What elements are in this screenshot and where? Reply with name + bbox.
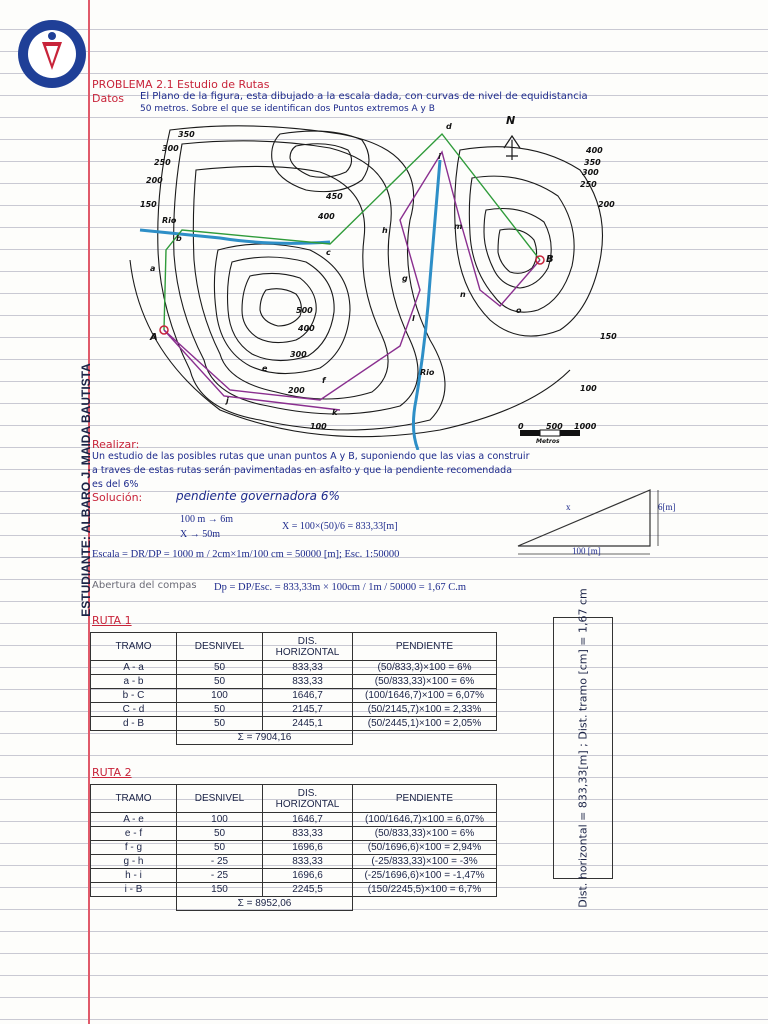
contour-300-right: 300 (582, 168, 599, 177)
cell: 2145,7 (263, 703, 353, 717)
cell: 833,33 (263, 661, 353, 675)
ruta1-header-pendiente: PENDIENTE (353, 633, 497, 661)
contour-400-mid: 400 (298, 324, 315, 333)
datos-label: Datos (92, 92, 124, 105)
river-label-2: Rio (420, 368, 435, 377)
rule-line-2: X → 50m (180, 529, 220, 540)
cell: g - h (91, 855, 177, 869)
point-m: m (454, 222, 463, 231)
datos-text-2: 50 metros. Sobre el que se identifican dos Puntos extremos A y B (140, 104, 435, 114)
cell: 833,33 (263, 855, 353, 869)
contour-500: 500 (296, 306, 313, 315)
point-B: B (546, 254, 554, 265)
cell: - 25 (177, 869, 263, 883)
table-row (91, 841, 497, 855)
ruta1-sum: Σ = 7904,16 (177, 731, 353, 745)
point-l: l (412, 314, 415, 323)
cell: 2445,1 (263, 717, 353, 731)
cell: b - C (91, 689, 177, 703)
cell: (-25/1696,6)×100 = -1,47% (353, 869, 497, 883)
point-c: c (326, 248, 331, 257)
cell: (150/2245,5)×100 = 6,7% (353, 883, 497, 897)
cell: d - B (91, 717, 177, 731)
rule-line-1: 100 m → 6m (180, 514, 234, 525)
contour-400-right: 400 (586, 146, 603, 155)
scale-1000: 1000 (574, 422, 597, 431)
river-label-1: Rio (162, 216, 177, 225)
ruta1-header-desnivel: DESNIVEL (177, 633, 263, 661)
escala-formula: Escala = DR/DP = 1000 m / 2cm×1m/100 cm = 50000 [m]; Esc. 1:50000 (92, 549, 400, 560)
point-o: o (516, 306, 522, 315)
contour-200-mid: 200 (288, 386, 305, 395)
cell: - 25 (177, 855, 263, 869)
abertura-label: Abertura del compas (92, 580, 197, 591)
datos-text: El Plano de la figura, esta dibujado a la escala dada, con curvas de nivel de equidistancia (140, 91, 588, 102)
cell: 2245,5 (263, 883, 353, 897)
realizar-label: Realizar: (92, 438, 140, 451)
table-row (91, 689, 497, 703)
cell: (50/2445,1)×100 = 2,05% (353, 717, 497, 731)
contour-400-top: 400 (318, 212, 335, 221)
cell: 100 (177, 689, 263, 703)
cell (353, 731, 497, 745)
scale-unit: Metros (536, 438, 560, 445)
table-row (91, 827, 497, 841)
cell: 1696,6 (263, 869, 353, 883)
contour-150-right: 150 (600, 332, 617, 341)
contour-450: 450 (326, 192, 343, 201)
cell: 50 (177, 675, 263, 689)
contour-150: 150 (140, 200, 157, 209)
cell (91, 897, 177, 911)
table-row (91, 855, 497, 869)
cell: 50 (177, 661, 263, 675)
ruta2-table (90, 784, 497, 911)
ruta2-header-row (91, 785, 497, 813)
cell: i - B (91, 883, 177, 897)
contour-drawing (100, 110, 620, 450)
solucion-label: Solución: (92, 491, 143, 504)
cell: (50/1696,6)×100 = 2,94% (353, 841, 497, 855)
point-e: e (262, 364, 268, 373)
contour-300: 300 (162, 144, 179, 153)
cell: 50 (177, 841, 263, 855)
north-label: N (506, 114, 516, 127)
cell: 1646,7 (263, 813, 353, 827)
table-row (91, 703, 497, 717)
cell: A - a (91, 661, 177, 675)
triangle-base: 100 [m] (572, 546, 601, 556)
contour-200-right: 200 (598, 200, 615, 209)
sum-row (91, 897, 497, 911)
cell: 100 (177, 813, 263, 827)
point-h: h (382, 226, 388, 235)
contour-300-mid: 300 (290, 350, 307, 359)
point-a: a (150, 264, 156, 273)
contour-350: 350 (178, 130, 195, 139)
table-row (91, 883, 497, 897)
cell: 833,33 (263, 827, 353, 841)
cell: C - d (91, 703, 177, 717)
ruta2-header-desnivel: DESNIVEL (177, 785, 263, 813)
cell: (50/833,33)×100 = 6% (353, 675, 497, 689)
side-note: Dist. horizontal = 833,33[m] ; Dist. tramo [cm] = 1,67 cm (576, 588, 590, 908)
contour-350-right: 350 (584, 158, 601, 167)
cell: e - f (91, 827, 177, 841)
scale-0: 0 (518, 422, 524, 431)
contour-250-right: 250 (580, 180, 597, 189)
cell (353, 897, 497, 911)
topographic-map (100, 110, 620, 450)
scale-500: 500 (546, 422, 563, 431)
university-seal (16, 18, 88, 90)
table-row (91, 717, 497, 731)
slope-triangle (512, 484, 692, 564)
ruta2-header-dis: DIS. HORIZONTAL (263, 785, 353, 813)
cell: (100/1646,7)×100 = 6,07% (353, 813, 497, 827)
cell: 50 (177, 717, 263, 731)
point-f: f (322, 376, 326, 385)
rule-result: X = 100×(50)/6 = 833,33[m] (282, 521, 398, 532)
cell: 833,33 (263, 675, 353, 689)
ruta2-header-pendiente: PENDIENTE (353, 785, 497, 813)
contour-250: 250 (154, 158, 171, 167)
cell (91, 731, 177, 745)
ruta2-title: RUTA 2 (92, 766, 132, 779)
realizar-line-3: es del 6% (92, 479, 139, 490)
cell: f - g (91, 841, 177, 855)
dp-formula: Dp = DP/Esc. = 833,33m × 100cm / 1m / 50000 = 1,67 C.m (214, 582, 467, 593)
cell: 150 (177, 883, 263, 897)
ruta1-header-dis: DIS. HORIZONTAL (263, 633, 353, 661)
cell: 50 (177, 827, 263, 841)
point-A: A (150, 332, 158, 343)
cell: 1696,6 (263, 841, 353, 855)
contour-100-right: 100 (580, 384, 597, 393)
point-k: k (332, 408, 338, 417)
contour-100-mid: 100 (310, 422, 327, 431)
ruta1-title: RUTA 1 (92, 614, 132, 627)
cell: (-25/833,33)×100 = -3% (353, 855, 497, 869)
ruta2-header-tramo: TRAMO (91, 785, 177, 813)
cell: (50/833,33)×100 = 6% (353, 827, 497, 841)
cell: (50/2145,7)×100 = 2,33% (353, 703, 497, 717)
point-b: b (176, 234, 182, 243)
ruta1-header-row (91, 633, 497, 661)
cell: 1646,7 (263, 689, 353, 703)
student-label: ESTUDIANTE: ALBARO J. MAIDA BAUTISTA (79, 363, 93, 617)
solucion-text: pendiente governadora 6% (176, 489, 340, 503)
problem-title: PROBLEMA 2.1 Estudio de Rutas (92, 78, 270, 91)
triangle-x: x (566, 502, 571, 512)
table-row (91, 813, 497, 827)
realizar-line-2: a traves de estas rutas serán pavimentadas en asfalto y que la pendiente recomendada (92, 465, 513, 476)
table-row (91, 661, 497, 675)
realizar-line-1: Un estudio de las posibles rutas que unan puntos A y B, suponiendo que las vias a construir (92, 451, 530, 462)
cell: h - i (91, 869, 177, 883)
table-row (91, 869, 497, 883)
cell: (50/833,3)×100 = 6% (353, 661, 497, 675)
sum-row (91, 731, 497, 745)
ruta1-table (90, 632, 497, 745)
cell: A - e (91, 813, 177, 827)
triangle-height: 6[m] (658, 502, 676, 512)
side-note-box (553, 588, 613, 908)
cell: 50 (177, 703, 263, 717)
contour-200: 200 (146, 176, 163, 185)
point-n: n (460, 290, 466, 299)
ruta2-sum: Σ = 8952,06 (177, 897, 353, 911)
ruta1-header-tramo: TRAMO (91, 633, 177, 661)
cell: (100/1646,7)×100 = 6,07% (353, 689, 497, 703)
point-i: i (438, 152, 441, 161)
cell: a - b (91, 675, 177, 689)
point-g: g (402, 274, 408, 283)
point-d: d (446, 122, 452, 131)
table-row (91, 675, 497, 689)
point-j: j (226, 396, 229, 405)
